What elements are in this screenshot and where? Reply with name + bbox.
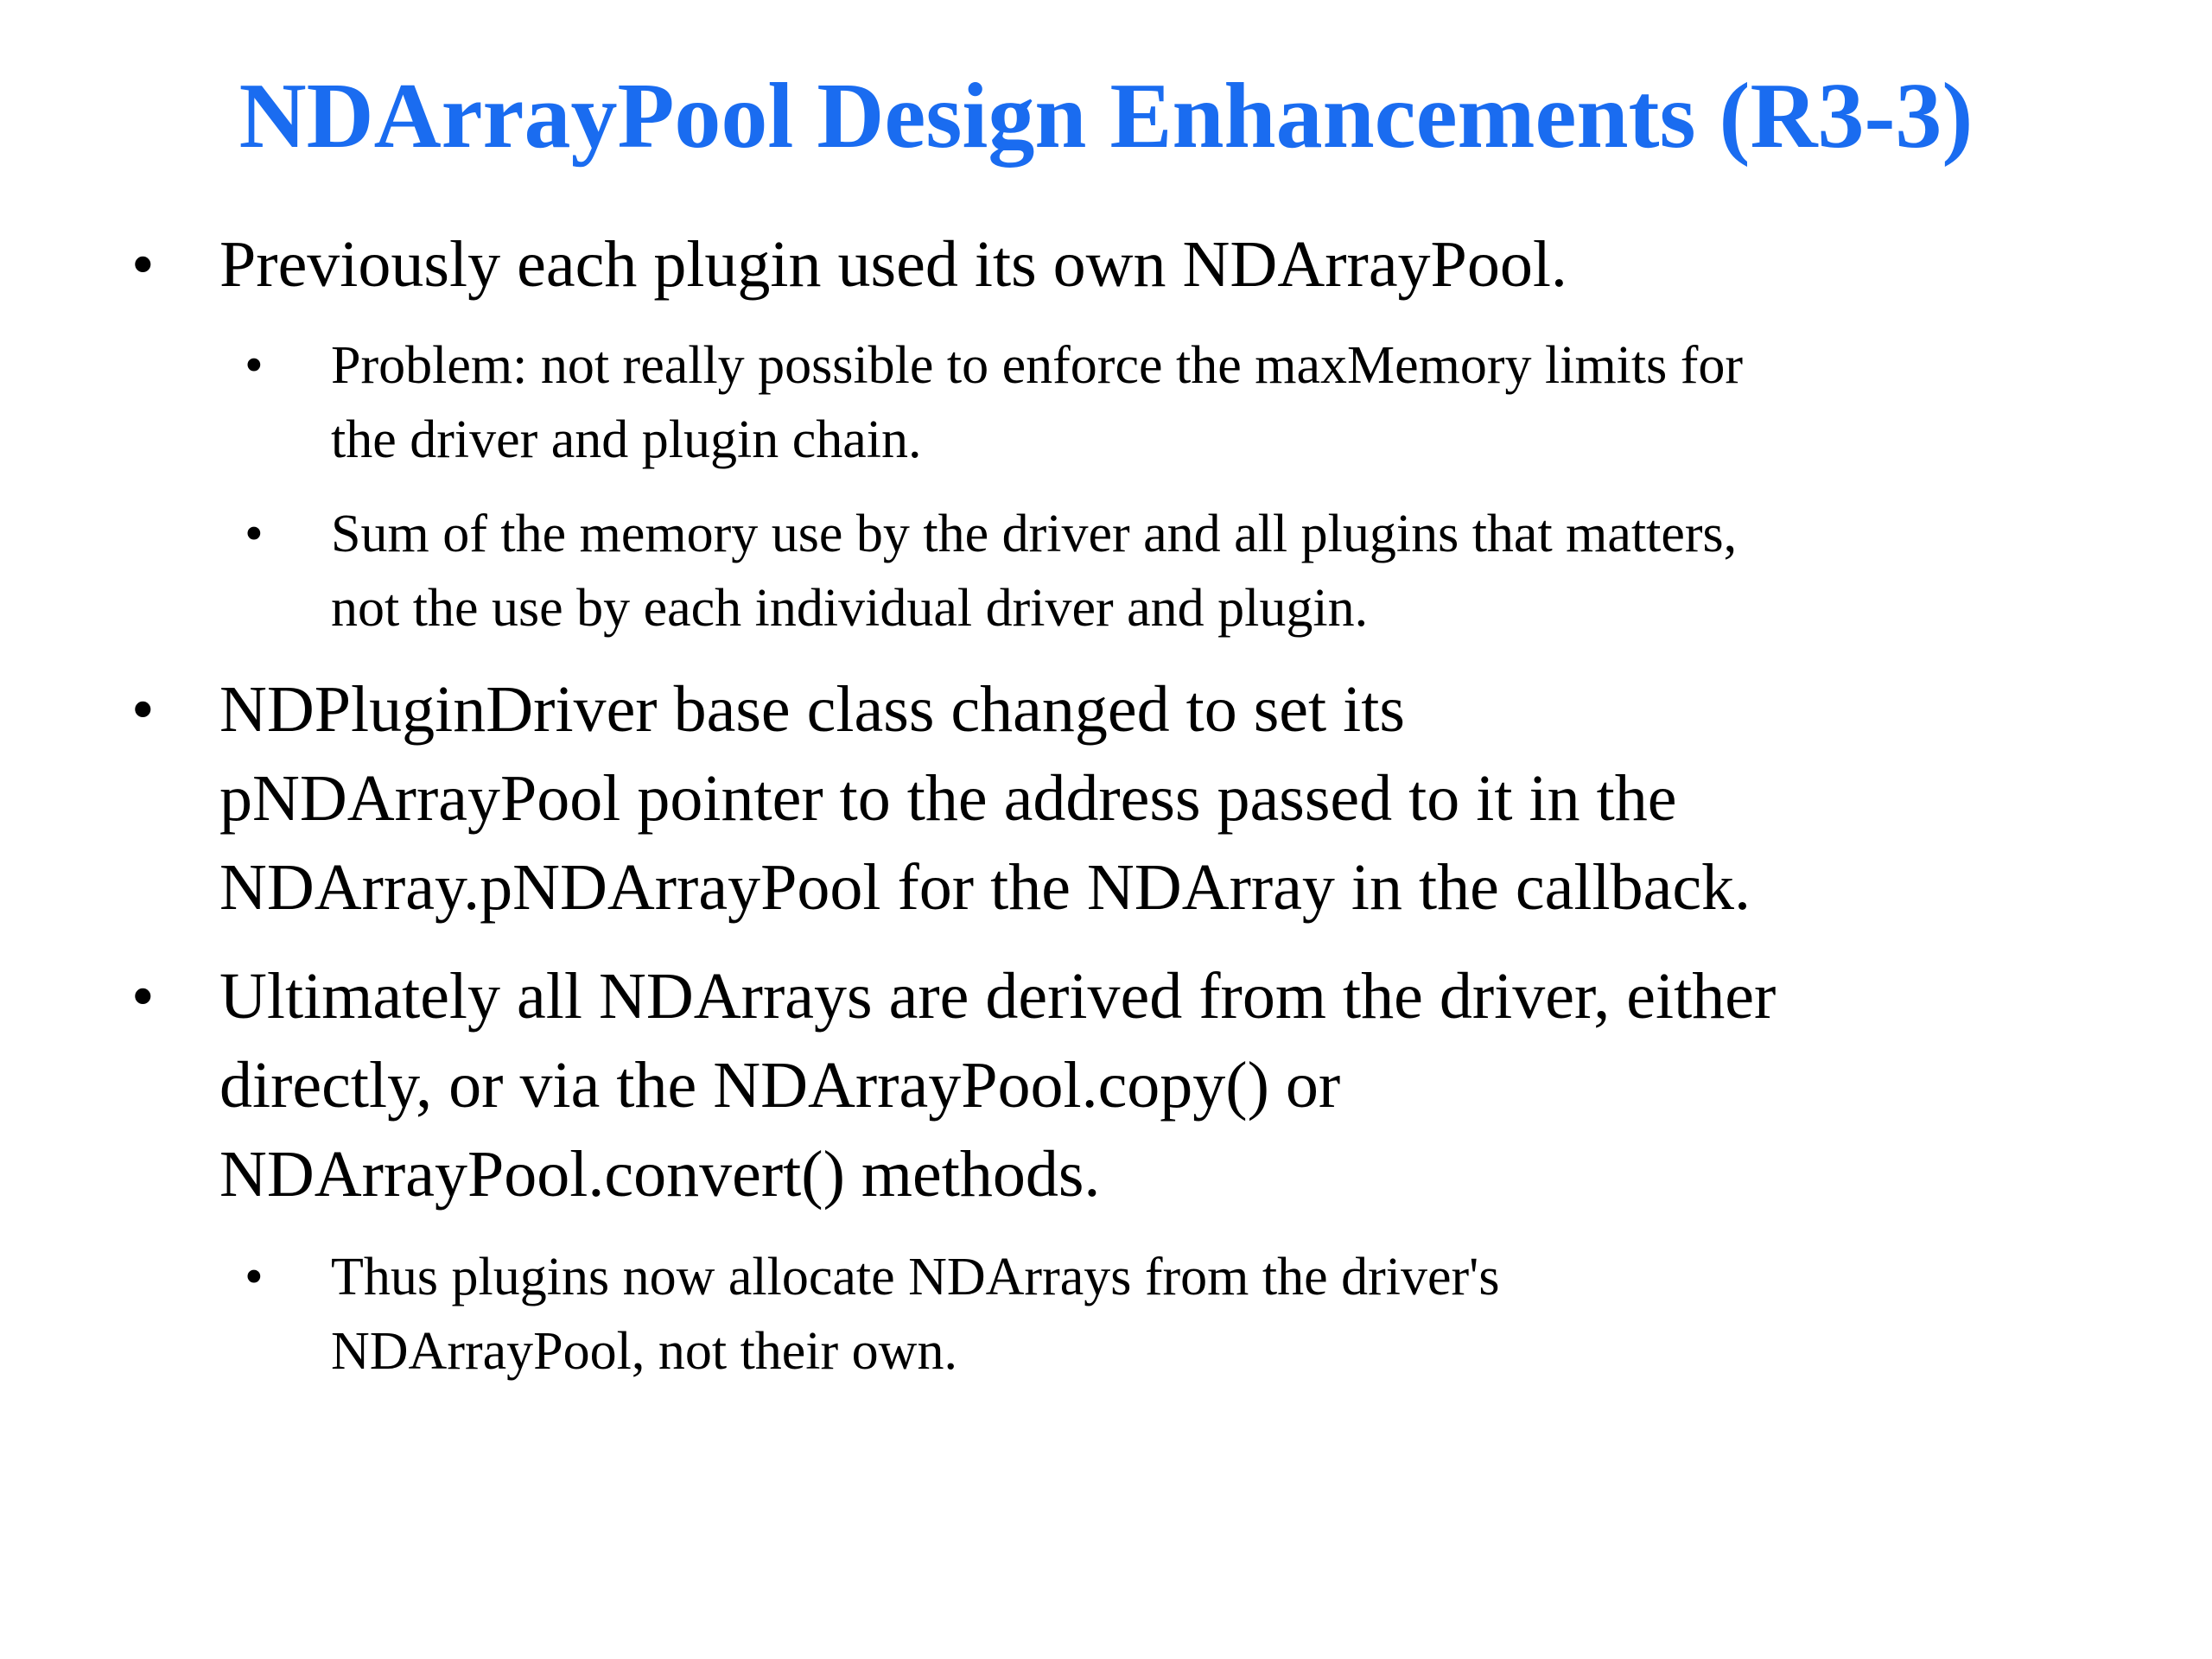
bullet-text <box>219 665 2086 932</box>
bullet-line: Sum of the memory use by the driver and all plugins that matters, <box>331 505 1738 563</box>
bullet-line: Problem: not really possible to enforce the maxMemory limits for <box>331 336 1744 395</box>
bullet-line: pNDArrayPool pointer to the address passed to it in the <box>219 762 1677 835</box>
bullet-line: the driver and plugin chain. <box>331 410 922 469</box>
bullet-icon: • <box>245 505 264 563</box>
bullet-icon: • <box>245 336 264 395</box>
bullet-text <box>219 952 2086 1219</box>
bullet-line: NDArrayPool, not their own. <box>331 1322 957 1381</box>
bullet-line: Ultimately all NDArrays are derived from the driver, either <box>219 960 1777 1033</box>
bullet-icon: • <box>131 960 155 1033</box>
bullet-icon: • <box>131 228 155 301</box>
sub-bullet-item <box>245 328 2111 477</box>
bullet-text <box>331 328 2111 477</box>
bullet-icon: • <box>245 1248 264 1306</box>
bullet-text <box>331 1240 2111 1389</box>
bullet-line: Thus plugins now allocate NDArrays from the driver's <box>331 1248 1500 1306</box>
slide-title: NDArrayPool Design Enhancements (R3-3) <box>238 65 1974 168</box>
bullet-line: NDPluginDriver base class changed to set its <box>219 673 1405 746</box>
bullet-line: NDArray.pNDArrayPool for the NDArray in the callback. <box>219 851 1751 924</box>
bullet-line: directly, or via the NDArrayPool.copy() or <box>219 1049 1341 1122</box>
bullet-icon: • <box>131 673 155 746</box>
bullet-text <box>331 497 2111 645</box>
bullet-item <box>131 952 2086 1219</box>
bullet-item <box>131 665 2086 932</box>
bullet-line: not the use by each individual driver and plugin. <box>331 579 1369 638</box>
bullet-line: Previously each plugin used its own NDArrayPool. <box>219 228 1567 301</box>
sub-bullet-item <box>245 497 2111 645</box>
bullet-line: NDArrayPool.convert() methods. <box>219 1138 1101 1211</box>
bullet-text <box>219 220 2086 309</box>
sub-bullet-item <box>245 1240 2111 1389</box>
bullet-item <box>131 220 2086 309</box>
